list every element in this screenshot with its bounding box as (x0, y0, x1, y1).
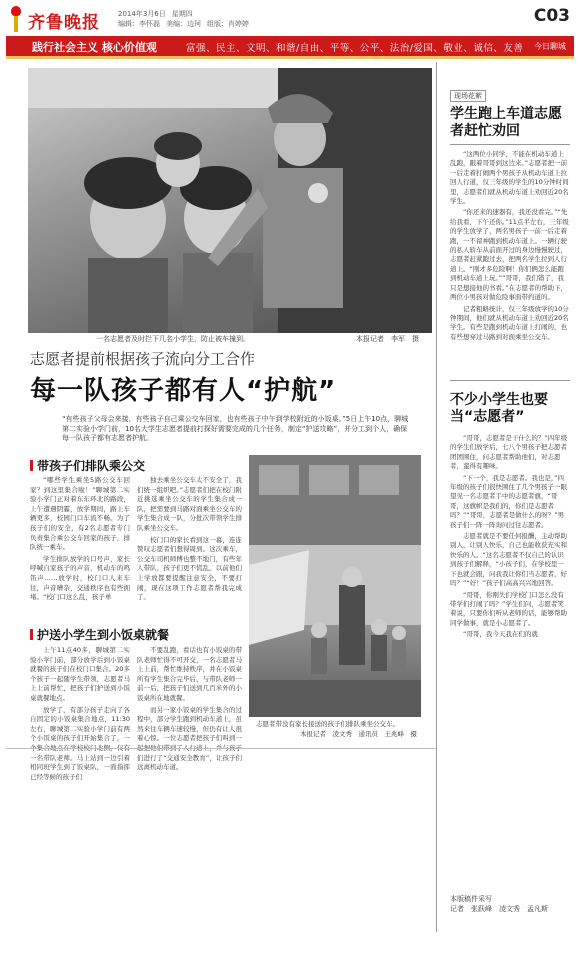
section2-column-b (137, 646, 242, 775)
issue-info (118, 9, 255, 29)
story-lead: “有些孩子父母会来接，有些孩子自己乘公交车回家，也有些孩子中午到学校附近的小饭桌。”5日上午10点，聊城第二实验小学门前，10名大学生志愿者提前打探好需要完成的几个任务，制定“护送攻略”，并分工到个人，确保每一队孩子都有志愿者护航。 (62, 415, 409, 442)
sidebar-tag: 现场花絮 (450, 90, 486, 102)
paragraph: 记者粗略统计，仅三年级放学的10分钟期间，他们就从机动车道上劝回近20名学生。有些是跑到机动车道上打闹的，也有些想穿过马路到对面乘坐公交车。 (450, 304, 569, 341)
paragraph: 放学了，有部分孩子走向了各自固定的小饭桌集合地点，11:30左右，聊城第二实验小学门前有两个小饭桌的孩子们开始集合了，一 一名带队老师。马上站到一边引着相同班学生到了饭桌队，一面指挥已经等候的孩子们 (30, 705, 130, 781)
sidebar-body-1 (450, 150, 570, 344)
sidebar (440, 62, 574, 932)
paragraph: 学生排队放学的口号声，家长呼喊自家孩子的声音，机动车的鸣笛声……放学时，校门口人来车往，声音嘈杂，交通秩序也有些拥堵。“校门口这么乱，孩子单 (30, 554, 130, 602)
slogan-bar (6, 36, 574, 56)
section2-heading-text: 护送小学生到小饭桌就餐 (37, 628, 170, 642)
paragraph: 独去乘坐公交车太不安全了，我们统一组织吧。”志愿者们把在校门附近挑选乘坐公交车的学生集合成一队，把需要到马路对面乘坐公交车的学生集合成一队，分批次带领学生排队乘坐公交车。 (137, 476, 242, 532)
divider (6, 748, 436, 749)
photo2-credit: 本报记者 凌文秀 通讯员 王兆峰 摄 (300, 730, 417, 738)
art-editor-credit: 美编：边珂 (166, 20, 201, 28)
section1-heading-text: 带孩子们排队乘公交 (37, 459, 146, 473)
paragraph: 志愿者就是不要任何报酬，主动帮助别人，让别人快乐，自己也能收获充实和快乐的人。“这名志愿者不仅自己的认识到孩子们解释，“小孩子们，在学校里一下也就会跟，问我我让你们当志愿者，好吗？”“好！”孩子们高高兴兴地回答。 (450, 532, 567, 588)
slogan-main: 践行社会主义 核心价值观 (32, 41, 157, 54)
divider (450, 144, 570, 145)
story-headline: 每一队孩子都有人“护航” (30, 376, 337, 406)
sidebar-editor-credit: 本版稿件采写 记者 张跃峰 凌文秀 孟凡斯 (450, 895, 548, 913)
heading-marker (30, 460, 33, 471)
paragraph: “哪些学生乘坐5路公交车回家？到这里集合啦！”聊城第二实验小学门正对着东东环北的路段，上午遭遇阴霾，放学期间，路上车辆更多，校园门口车流不畅。为了孩子们的安全，有2名志愿者专门负责集合乘公交车回家的孩子，排队统一乘车。 (30, 476, 130, 552)
section1-heading (30, 457, 145, 474)
paragraph: “你还来的速器有，我还没看完。”“先给我看，下午还你。”11点半左右，三年级的学生放学了，两名男孩子一前一后走着跑，一不留神跑到机动车道上。一辆行驶的私人轿车从前面开过的身边慢慢驶过，志愿者赶紧跑过去，把两名学生拉到人行道上。“刚才多危险啊！你们俩怎么能跑到机动车道上玩。”“哥哥，我们错了，我只是想接他的书看。”在志愿者的帮助下，两位小男孩对做危险事面带约道的。 (450, 208, 569, 302)
photo-children-queue-bus (249, 455, 421, 717)
slogan-values: 富强、民主、文明、和谐/自由、平等、公平、法治/爱国、敬业、诚信、友善 (186, 43, 524, 54)
masthead (6, 4, 574, 36)
paragraph: 校门口的家长看到这一幕，连连赞叹志愿者们想得周到。这次乘车，公交车司机师傅也整不地门，有些年人带队，孩子们更不慌乱。以前他们上学放都要提醒注意安全，不要打闹，现在这项工作志愿者帮我完成了。 (137, 535, 242, 602)
section2-heading (30, 626, 169, 643)
paragraph: “下一个，我是志愿者。我也是，”四年级的孩子们很快围住了几个男孩子一眼望见一名志愿者手中的志愿者旗，“哥哥，这旗帜是我们的，你们是志愿者吗？”“哥哥，志愿者是做什么的呀？”男孩子们一阵一阵询问过往志愿者。 (450, 473, 567, 529)
section-tag: 今日聊城 (534, 42, 566, 51)
story-kicker: 志愿者提前根据孩子流向分工合作 (30, 350, 256, 368)
sidebar-title-2: 不少小学生也要当“志愿者” (450, 392, 548, 425)
photo1-credit: 本报记者 李军 摄 (356, 335, 419, 343)
heading-marker (30, 629, 33, 640)
page-code: C03 (533, 6, 570, 26)
decorative-rule (6, 56, 574, 59)
section2-column-a (30, 646, 130, 784)
section1-column-a (30, 476, 130, 605)
sidebar-body-2 (450, 434, 570, 642)
issue-date: 2014年3月6日 (118, 10, 166, 18)
editor-credit: 编辑：李怀磊 (118, 20, 160, 28)
photo-volunteer-children (28, 68, 432, 333)
paragraph: “哥哥，你刚失们学校门口怎么没有带学们打闹了吗？”学生们问，志愿者笑着说，只要你们听从老师的话，能够帮助同学做事，就是小志愿者了。 (450, 590, 567, 627)
paragraph: 上午11点40多，聊城第二实验小学门前，部分放学后到小饭桌就餐的孩子们在校门口集合。20多个孩子一起随学生带领，志愿者马上上前帮忙，把孩子们护送到小饭桌就餐地点。 (30, 646, 130, 702)
proofreader-credit: 组版：肖婷婷 (207, 20, 249, 28)
paragraph: 不要乱跑，看话也有小饭桌的带队老师忙得不可开交，一名志愿者马上上前，帮忙维持秩序，并在小饭桌所有学生集合完毕后，与带队老师一前一后，把孩子们送到几百米外的小饭桌所在地就餐。 (137, 646, 242, 702)
issue-weekday: 星期四 (171, 10, 193, 18)
column-divider (436, 62, 437, 932)
paragraph: “哥哥，我今天我在们的就 (463, 630, 538, 639)
sidebar-title-1: 学生跑上车道志愿者赶忙劝回 (450, 106, 562, 139)
photo2-caption: 志愿者带没有家长接送的孩子们排队乘坐公交车。 (256, 720, 399, 728)
newspaper-brand: 齐鲁晚报 (28, 13, 100, 33)
paragraph: “这两位小同学，不能在机动车道上乱跑，跟着哥哥到这边来。”志愿者把一前一后走着打闹两个男孩子从机动车道上拉回人行道，仅三年级的学生的10分钟时间里，志愿者们就从机动车道上劝回近20名学生。 (450, 150, 569, 206)
paragraph: “哥哥，志愿者是干什么的？”四年级的学生们放学后，七八个男孩子把志愿者团团围住，问志愿者帮助他们，对志愿者，蛮得有趣味。 (450, 434, 568, 471)
torch-logo-icon (8, 6, 24, 32)
photo1-caption: 一名志愿者及时拦下几名小学生，防止被车撞到。 (96, 335, 250, 343)
divider (450, 380, 570, 381)
paragraph: 而另一家小饭桌的学生集合的过程中，部分学生跑到机动车道上，虽然来往车辆车速较慢，但仍有让人很着心惊。一位志愿者把孩子们叫到一 们进行了“交通安全教育”，让孩子们远离机动车道。 (137, 705, 242, 772)
section1-column-b (137, 476, 242, 605)
